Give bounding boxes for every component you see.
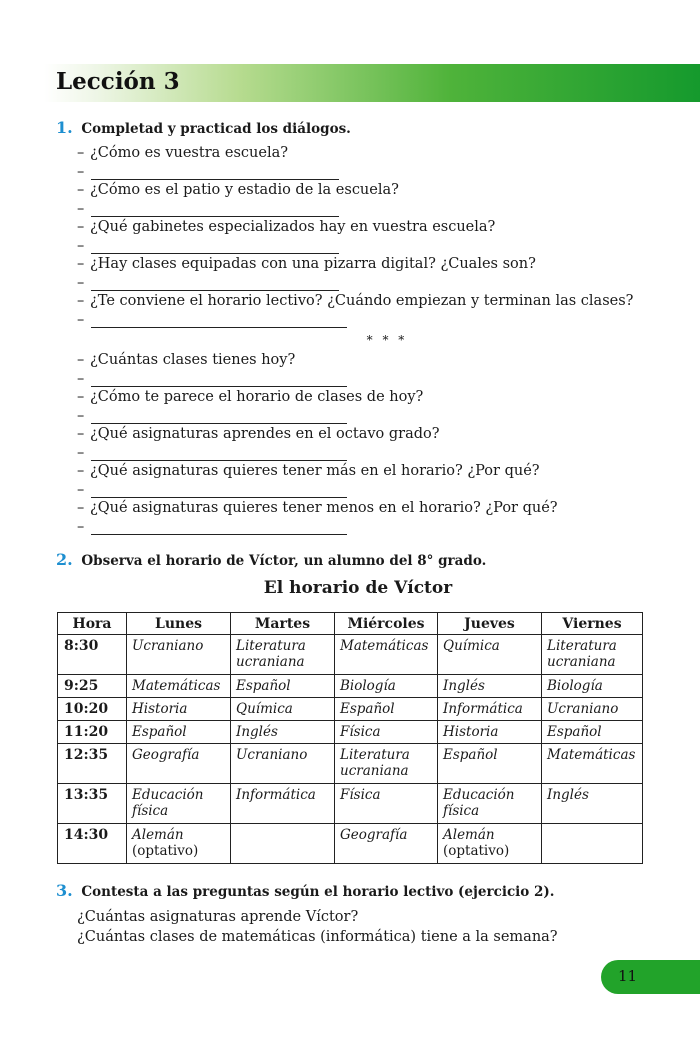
table-row: [58, 635, 643, 675]
subject-cell: Español: [127, 721, 231, 744]
hour-cell: 9:25: [58, 675, 127, 698]
subject-text: Alemán: [443, 827, 495, 843]
answer-blank[interactable]: –: [77, 200, 677, 219]
dialog-question: – ¿Cómo es vuestra escuela?: [77, 145, 289, 161]
table-row: [58, 721, 643, 744]
page-number: 11: [618, 967, 638, 985]
answer-blank[interactable]: –: [77, 518, 677, 537]
exercise-2-heading: [56, 550, 486, 569]
question-item: ¿Cuántas asignaturas aprende Víctor?: [77, 909, 359, 925]
subject-cell: Ucraniano: [127, 635, 231, 675]
subject-cell: Inglés: [231, 721, 335, 744]
exercise-1-number: 1.: [56, 118, 73, 137]
subject-cell: [231, 824, 335, 864]
hour-cell: 11:20: [58, 721, 127, 744]
subject-cell: Inglés: [542, 784, 643, 824]
dialog-exercise: [77, 144, 677, 536]
subject-cell: Matemáticas: [542, 744, 643, 784]
table-row: [58, 698, 643, 721]
subject-cell: Geografía: [335, 824, 438, 864]
answer-blank[interactable]: –: [77, 481, 677, 500]
schedule-table: [57, 612, 643, 864]
dialog-question: – ¿Cómo te parece el horario de clases de hoy?: [77, 389, 424, 405]
exercise-1-instruction: Completad y practicad los diálogos.: [81, 121, 351, 137]
subject-cell: Ucraniano: [542, 698, 643, 721]
subject-cell: Historia: [438, 721, 542, 744]
table-row: [58, 675, 643, 698]
answer-blank[interactable]: –: [77, 274, 677, 293]
dialog-question: – ¿Cómo es el patio y estadio de la escuela?: [77, 182, 399, 198]
column-header: Jueves: [438, 613, 542, 635]
optional-note: (optativo): [132, 843, 199, 859]
subject-cell: Historia: [127, 698, 231, 721]
question-item: ¿Cuántas clases de matemáticas (informática) tiene a la semana?: [77, 929, 558, 945]
dialog-question: – ¿Qué asignaturas quieres tener menos en el horario? ¿Por qué?: [77, 500, 558, 516]
subject-cell: Matemáticas: [335, 635, 438, 675]
answer-blank[interactable]: –: [77, 311, 677, 330]
subject-cell: Física: [335, 784, 438, 824]
dialog-question: – ¿Te conviene el horario lectivo? ¿Cuándo empiezan y terminan las clases?: [77, 293, 634, 309]
dialog-question: – ¿Qué gabinetes especializados hay en vuestra escuela?: [77, 219, 496, 235]
answer-blank[interactable]: –: [77, 444, 677, 463]
hour-cell: 14:30: [58, 824, 127, 864]
dialog-question: – ¿Hay clases equipadas con una pizarra digital? ¿Cuales son?: [77, 256, 536, 272]
subject-cell: Geografía: [127, 744, 231, 784]
section-separator: * * *: [366, 333, 408, 347]
answer-blank[interactable]: –: [77, 370, 677, 389]
subject-cell: Inglés: [438, 675, 542, 698]
table-row: [58, 744, 643, 784]
column-header: Lunes: [127, 613, 231, 635]
subject-cell: Biología: [335, 675, 438, 698]
page-number-tab: [601, 960, 700, 994]
column-header: Miércoles: [335, 613, 438, 635]
exercise-3-questions: [77, 907, 558, 947]
exercise-3-heading: [56, 881, 555, 900]
table-row: [58, 824, 643, 864]
subject-cell: Literatura ucraniana: [231, 635, 335, 675]
exercise-2-instruction: Observa el horario de Víctor, un alumno del 8° grado.: [81, 553, 487, 569]
exercise-3-number: 3.: [56, 881, 73, 900]
hour-cell: 10:20: [58, 698, 127, 721]
subject-cell: Español: [231, 675, 335, 698]
hour-cell: 13:35: [58, 784, 127, 824]
subject-cell: Español: [542, 721, 643, 744]
subject-cell: Biología: [542, 675, 643, 698]
subject-cell: Literatura ucraniana: [335, 744, 438, 784]
subject-cell: Educación física: [127, 784, 231, 824]
table-row: [58, 784, 643, 824]
subject-cell: Matemáticas: [127, 675, 231, 698]
column-header: Viernes: [542, 613, 643, 635]
hour-cell: 12:35: [58, 744, 127, 784]
subject-cell: Ucraniano: [231, 744, 335, 784]
column-header: Martes: [231, 613, 335, 635]
dialog-question: – ¿Qué asignaturas quieres tener más en el horario? ¿Por qué?: [77, 463, 540, 479]
lesson-title: Lección 3: [56, 68, 180, 95]
exercise-2-number: 2.: [56, 550, 73, 569]
table-header-row: [58, 613, 643, 635]
subject-cell: Informática: [231, 784, 335, 824]
subject-cell: Informática: [438, 698, 542, 721]
subject-cell: Física: [335, 721, 438, 744]
answer-blank[interactable]: –: [77, 237, 677, 256]
subject-cell: Educación física: [438, 784, 542, 824]
subject-cell: Química: [438, 635, 542, 675]
dialog-question: – ¿Cuántas clases tienes hoy?: [77, 352, 296, 368]
subject-cell: [542, 824, 643, 864]
answer-blank[interactable]: –: [77, 407, 677, 426]
subject-text: Alemán: [132, 827, 184, 843]
subject-cell: [438, 824, 542, 864]
hour-cell: 8:30: [58, 635, 127, 675]
subject-cell: Literatura ucraniana: [542, 635, 643, 675]
column-header: Hora: [58, 613, 127, 635]
table-title: El horario de Víctor: [263, 578, 453, 598]
optional-note: (optativo): [443, 843, 510, 859]
exercise-3-instruction: Contesta a las preguntas según el horario lectivo (ejercicio 2).: [81, 884, 555, 900]
subject-cell: Química: [231, 698, 335, 721]
subject-cell: Español: [335, 698, 438, 721]
subject-cell: [127, 824, 231, 864]
answer-blank[interactable]: –: [77, 163, 677, 182]
subject-cell: Español: [438, 744, 542, 784]
dialog-question: – ¿Qué asignaturas aprendes en el octavo grado?: [77, 426, 440, 442]
exercise-1-heading: [56, 118, 351, 137]
